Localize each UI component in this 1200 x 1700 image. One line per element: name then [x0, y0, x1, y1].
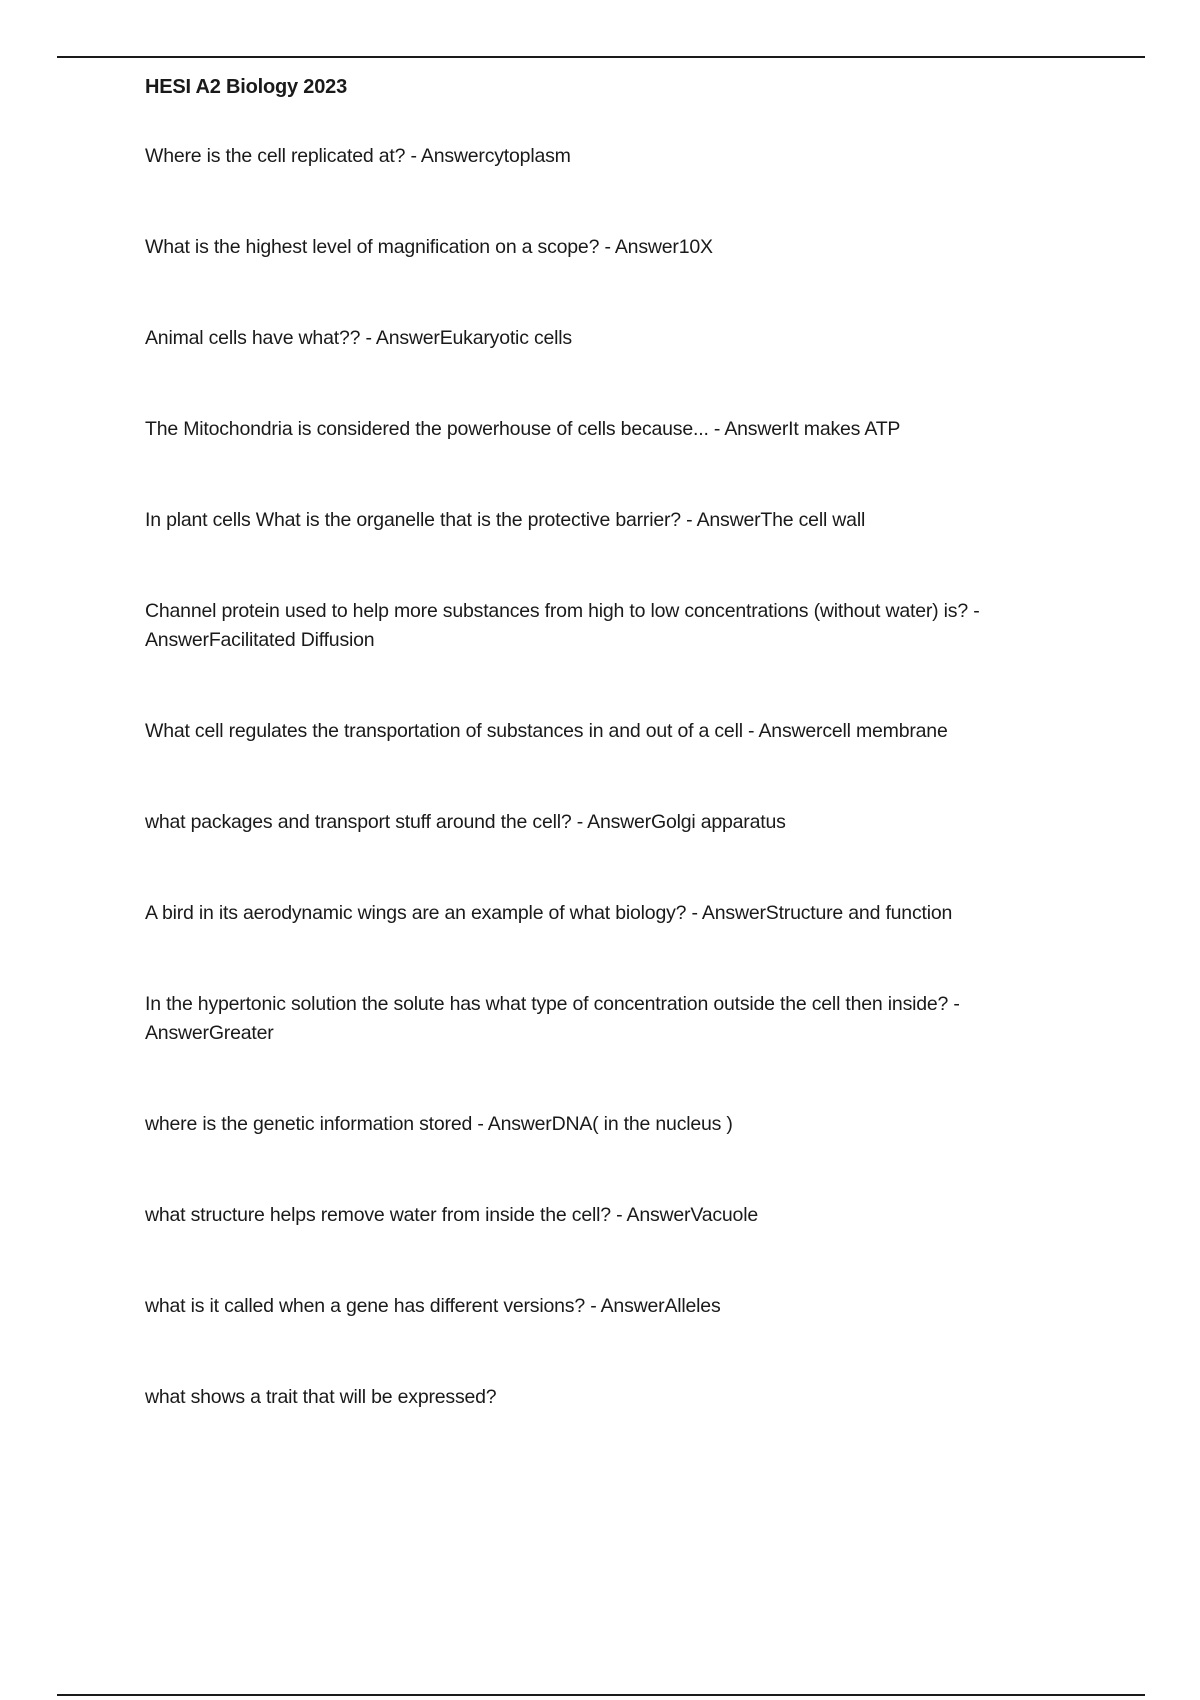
qa-item-12: what structure helps remove water from inside the cell? - AnswerVacuole [145, 1204, 758, 1226]
qa-item-1: Where is the cell replicated at? - Answercytoplasm [145, 145, 571, 167]
qa-item-9: A bird in its aerodynamic wings are an example of what biology? - AnswerStructure and function [145, 902, 953, 924]
qa-item-14: what shows a trait that will be expressed? [145, 1386, 497, 1408]
qa-item-3: Animal cells have what?? - AnswerEukaryotic cells [145, 327, 572, 349]
qa-item-4: The Mitochondria is considered the powerhouse of cells because... - AnswerIt makes ATP [145, 418, 901, 440]
document-body [145, 72, 1065, 1412]
qa-item-6: Channel protein used to help more substances from high to low concentrations (without water) is? - AnswerFacilitated Diffusion [145, 600, 980, 651]
qa-item-13: what is it called when a gene has different versions? - AnswerAlleles [145, 1295, 721, 1317]
qa-item-7: What cell regulates the transportation of substances in and out of a cell - Answercell membrane [145, 720, 948, 742]
qa-item-10: In the hypertonic solution the solute has what type of concentration outside the cell then inside? - AnswerGreater [145, 993, 960, 1044]
qa-item-11: where is the genetic information stored - AnswerDNA( in the nucleus ) [145, 1113, 733, 1135]
bottom-rule [57, 1694, 1145, 1696]
document-title: HESI A2 Biology 2023 [145, 76, 347, 98]
qa-list [145, 142, 1065, 1412]
qa-item-5: In plant cells What is the organelle that is the protective barrier? - AnswerThe cell wall [145, 509, 866, 531]
top-rule [57, 56, 1145, 58]
qa-item-2: What is the highest level of magnification on a scope? - Answer10X [145, 236, 713, 258]
qa-item-8: what packages and transport stuff around the cell? - AnswerGolgi apparatus [145, 811, 786, 833]
